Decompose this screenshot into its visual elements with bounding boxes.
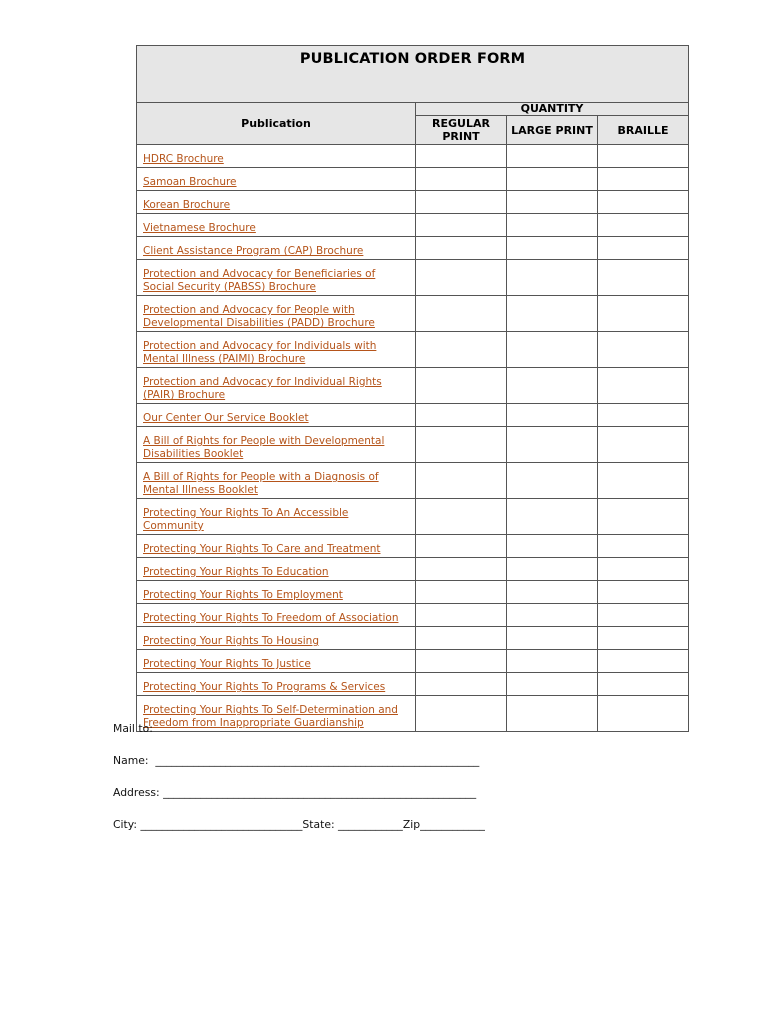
publication-link[interactable]: HDRC Brochure	[143, 153, 224, 165]
publication-cell	[137, 332, 416, 368]
regular-print-quantity-cell[interactable]	[416, 296, 507, 332]
publication-cell	[137, 499, 416, 535]
regular-print-quantity-cell[interactable]	[416, 650, 507, 673]
braille-quantity-cell[interactable]	[598, 499, 689, 535]
large-print-quantity-cell[interactable]	[507, 581, 598, 604]
braille-quantity-cell[interactable]	[598, 368, 689, 404]
publication-link[interactable]: A Bill of Rights for People with a Diagnosis of Mental Illness Booklet	[143, 471, 379, 496]
publication-row	[137, 581, 689, 604]
braille-quantity-cell[interactable]	[598, 673, 689, 696]
publication-cell	[137, 214, 416, 237]
publication-cell	[137, 427, 416, 463]
large-print-quantity-cell[interactable]	[507, 168, 598, 191]
publication-row	[137, 237, 689, 260]
publication-link[interactable]: Protecting Your Rights To Education	[143, 566, 329, 578]
publication-row	[137, 191, 689, 214]
braille-quantity-cell[interactable]	[598, 535, 689, 558]
publication-cell	[137, 463, 416, 499]
publication-cell	[137, 673, 416, 696]
publication-order-table	[136, 45, 689, 732]
publication-link[interactable]: Protecting Your Rights To Justice	[143, 658, 311, 670]
braille-quantity-cell[interactable]	[598, 627, 689, 650]
braille-quantity-cell[interactable]	[598, 332, 689, 368]
braille-quantity-cell[interactable]	[598, 558, 689, 581]
publication-cell	[137, 296, 416, 332]
large-print-header: LARGE PRINT	[507, 116, 598, 145]
large-print-quantity-cell[interactable]	[507, 214, 598, 237]
publication-row	[137, 535, 689, 558]
publication-row	[137, 499, 689, 535]
braille-quantity-cell[interactable]	[598, 427, 689, 463]
large-print-quantity-cell[interactable]	[507, 260, 598, 296]
large-print-quantity-cell[interactable]	[507, 558, 598, 581]
large-print-quantity-cell[interactable]	[507, 191, 598, 214]
publication-cell	[137, 581, 416, 604]
braille-quantity-cell[interactable]	[598, 696, 689, 732]
publication-row	[137, 145, 689, 168]
publication-cell	[137, 145, 416, 168]
large-print-quantity-cell[interactable]	[507, 463, 598, 499]
city-state-zip-field[interactable]: City: ______________________________State: ____________Zip____________	[113, 818, 485, 831]
large-print-quantity-cell[interactable]	[507, 427, 598, 463]
publication-cell	[137, 191, 416, 214]
address-field[interactable]: Address: __________________________________________________________	[113, 786, 477, 799]
regular-print-quantity-cell[interactable]	[416, 627, 507, 650]
large-print-quantity-cell[interactable]	[507, 296, 598, 332]
large-print-quantity-cell[interactable]	[507, 404, 598, 427]
publication-link[interactable]: Protecting Your Rights To Programs & Services	[143, 681, 386, 693]
regular-print-quantity-cell[interactable]	[416, 558, 507, 581]
braille-quantity-cell[interactable]	[598, 145, 689, 168]
publication-cell	[137, 604, 416, 627]
publication-row	[137, 427, 689, 463]
publication-link[interactable]: Protection and Advocacy for Individuals with Mental Illness (PAIMI) Brochure	[143, 340, 377, 365]
large-print-quantity-cell[interactable]	[507, 499, 598, 535]
publication-row	[137, 650, 689, 673]
braille-quantity-cell[interactable]	[598, 214, 689, 237]
braille-quantity-cell[interactable]	[598, 296, 689, 332]
large-print-quantity-cell[interactable]	[507, 237, 598, 260]
form-title: PUBLICATION ORDER FORM	[137, 46, 689, 103]
publication-cell	[137, 558, 416, 581]
regular-print-quantity-cell[interactable]	[416, 191, 507, 214]
regular-print-quantity-cell[interactable]	[416, 260, 507, 296]
regular-print-quantity-cell[interactable]	[416, 427, 507, 463]
regular-print-quantity-cell[interactable]	[416, 237, 507, 260]
publication-link[interactable]: Client Assistance Program (CAP) Brochure	[143, 245, 364, 257]
braille-quantity-cell[interactable]	[598, 604, 689, 627]
publication-link[interactable]: A Bill of Rights for People with Developmental Disabilities Booklet	[143, 435, 385, 460]
braille-quantity-cell[interactable]	[598, 581, 689, 604]
publication-link[interactable]: Our Center Our Service Booklet	[143, 412, 309, 424]
publication-row	[137, 332, 689, 368]
regular-print-quantity-cell[interactable]	[416, 604, 507, 627]
publication-row	[137, 627, 689, 650]
large-print-quantity-cell[interactable]	[507, 673, 598, 696]
regular-print-quantity-cell[interactable]	[416, 404, 507, 427]
regular-print-quantity-cell[interactable]	[416, 463, 507, 499]
publication-row	[137, 604, 689, 627]
publication-cell	[137, 627, 416, 650]
publication-row	[137, 673, 689, 696]
publication-cell	[137, 368, 416, 404]
publication-rows	[137, 145, 689, 732]
regular-print-header: REGULAR PRINT	[416, 116, 507, 145]
braille-quantity-cell[interactable]	[598, 168, 689, 191]
braille-quantity-cell[interactable]	[598, 404, 689, 427]
publication-link[interactable]: Protection and Advocacy for Beneficiaries of Social Security (PABSS) Brochure	[143, 268, 376, 293]
regular-print-quantity-cell[interactable]	[416, 214, 507, 237]
publication-link[interactable]: Vietnamese Brochure	[143, 222, 256, 234]
publication-cell	[137, 696, 416, 732]
publication-column-header: Publication	[137, 103, 416, 145]
publication-cell	[137, 237, 416, 260]
large-print-quantity-cell[interactable]	[507, 332, 598, 368]
braille-header: BRAILLE	[598, 116, 689, 145]
regular-print-quantity-cell[interactable]	[416, 535, 507, 558]
publication-cell	[137, 404, 416, 427]
large-print-quantity-cell[interactable]	[507, 535, 598, 558]
regular-print-quantity-cell[interactable]	[416, 499, 507, 535]
publication-link[interactable]: Protection and Advocacy for Individual Rights (PAIR) Brochure	[143, 376, 382, 401]
publication-cell	[137, 535, 416, 558]
publication-row	[137, 368, 689, 404]
large-print-quantity-cell[interactable]	[507, 368, 598, 404]
publication-row	[137, 463, 689, 499]
large-print-quantity-cell[interactable]	[507, 145, 598, 168]
regular-print-quantity-cell[interactable]	[416, 696, 507, 732]
publication-link[interactable]: Protecting Your Rights To Freedom of Association	[143, 612, 399, 624]
quantity-header: QUANTITY	[416, 103, 689, 116]
braille-quantity-cell[interactable]	[598, 650, 689, 673]
braille-quantity-cell[interactable]	[598, 191, 689, 214]
publication-row	[137, 404, 689, 427]
publication-cell	[137, 168, 416, 191]
regular-print-quantity-cell[interactable]	[416, 673, 507, 696]
regular-print-quantity-cell[interactable]	[416, 368, 507, 404]
regular-print-quantity-cell[interactable]	[416, 581, 507, 604]
publication-link[interactable]: Protecting Your Rights To Self-Determination and Freedom from Inappropriate Guardianship	[143, 704, 398, 729]
regular-print-quantity-cell[interactable]	[416, 145, 507, 168]
name-field[interactable]: Name: ____________________________________________________________	[113, 754, 480, 767]
publication-row	[137, 214, 689, 237]
publication-row	[137, 296, 689, 332]
publication-link[interactable]: Korean Brochure	[143, 199, 231, 211]
publication-link[interactable]: Samoan Brochure	[143, 176, 237, 188]
regular-print-quantity-cell[interactable]	[416, 332, 507, 368]
publication-link[interactable]: Protection and Advocacy for People with Developmental Disabilities (PADD) Brochure	[143, 304, 375, 329]
large-print-quantity-cell[interactable]	[507, 696, 598, 732]
mail-to-label: Mail to:	[113, 722, 153, 735]
braille-quantity-cell[interactable]	[598, 463, 689, 499]
large-print-quantity-cell[interactable]	[507, 604, 598, 627]
publication-cell	[137, 260, 416, 296]
publication-row	[137, 558, 689, 581]
braille-quantity-cell[interactable]	[598, 260, 689, 296]
large-print-quantity-cell[interactable]	[507, 650, 598, 673]
braille-quantity-cell[interactable]	[598, 237, 689, 260]
large-print-quantity-cell[interactable]	[507, 627, 598, 650]
publication-link[interactable]: Protecting Your Rights To Housing	[143, 635, 319, 647]
publication-row	[137, 168, 689, 191]
publication-link[interactable]: Protecting Your Rights To Care and Treatment	[143, 543, 381, 555]
publication-link[interactable]: Protecting Your Rights To An Accessible Community	[143, 507, 349, 532]
publication-row	[137, 696, 689, 732]
publication-link[interactable]: Protecting Your Rights To Employment	[143, 589, 343, 601]
publication-cell	[137, 650, 416, 673]
regular-print-quantity-cell[interactable]	[416, 168, 507, 191]
publication-row	[137, 260, 689, 296]
